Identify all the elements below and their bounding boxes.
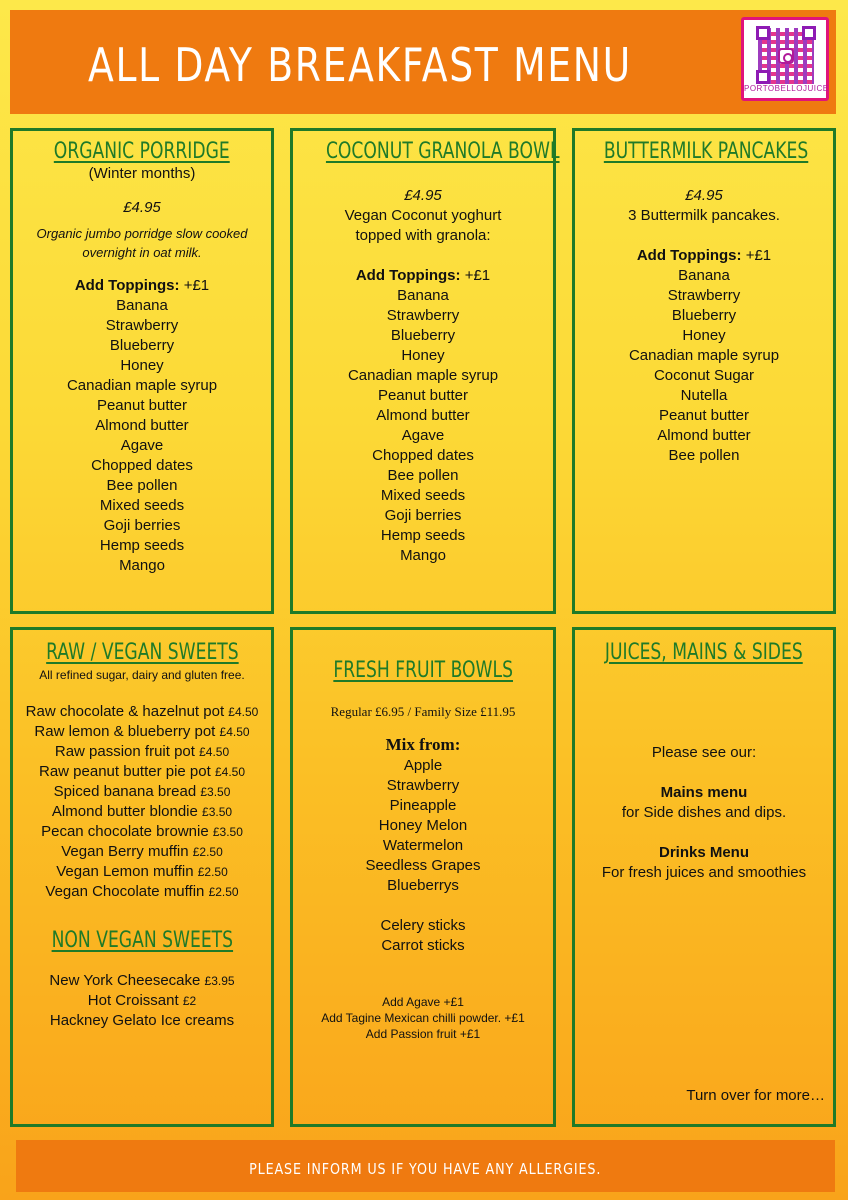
granola-toppings-heading: [293, 266, 553, 286]
turn-over-note: Turn over for more…: [686, 1087, 825, 1104]
qr-label: PORTOBELLOJUICE: [744, 84, 829, 93]
porridge-toppings-price: +£1: [179, 277, 210, 294]
list-item: Add Agave +£1: [382, 995, 464, 1009]
list-item: Vegan Chocolate muffin £2.50: [45, 883, 239, 900]
list-item: Spiced banana bread £3.50: [53, 783, 231, 800]
granola-toppings-list: [293, 286, 553, 566]
list-item: Almond butter: [376, 407, 470, 424]
header-banner: [10, 10, 836, 114]
list-item: Banana: [116, 297, 168, 314]
porridge-toppings-label: Add Toppings:: [74, 277, 180, 294]
drinks-menu-label: Drinks Menu: [658, 844, 749, 861]
porridge-section: [10, 128, 274, 614]
list-item: Celery sticks: [380, 917, 466, 934]
sticks-list: [293, 916, 553, 956]
porridge-price: £4.95: [123, 199, 161, 216]
list-item: Agave: [401, 427, 445, 444]
granola-toppings-price: +£1: [460, 267, 491, 284]
granola-toppings-label: Add Toppings:: [355, 267, 461, 284]
juices-intro: Please see our:: [651, 744, 757, 761]
list-item: Honey: [682, 327, 726, 344]
pancakes-toppings-heading: [575, 246, 833, 266]
pancakes-toppings-list: [575, 266, 833, 466]
pancakes-section: [572, 128, 836, 614]
list-item: Nutella: [680, 387, 728, 404]
list-item: Carrot sticks: [381, 937, 465, 954]
porridge-description: Organic jumbo porridge slow cooked overnight in oat milk.: [36, 226, 248, 260]
list-item: Add Tagine Mexican chilli powder. +£1: [321, 1011, 525, 1025]
list-item: Chopped dates: [91, 457, 193, 474]
list-item: Add Passion fruit +£1: [365, 1027, 481, 1041]
list-item: Canadian maple syrup: [66, 377, 218, 394]
list-item: Coconut Sugar: [653, 367, 755, 384]
porridge-title: ORGANIC PORRIDGE: [54, 139, 230, 164]
list-item: Seedless Grapes: [365, 857, 481, 874]
non-vegan-title: NON VEGAN SWEETS: [51, 928, 233, 953]
footer-banner: [16, 1140, 835, 1192]
list-item: Bee pollen: [668, 447, 740, 464]
list-item: Strawberry: [386, 777, 460, 794]
porridge-toppings-heading: [13, 276, 271, 296]
list-item: Vegan Berry muffin £2.50: [61, 843, 223, 860]
mains-menu-label: Mains menu: [660, 784, 748, 801]
sweets-section: [10, 627, 274, 1127]
list-item: Blueberry: [671, 307, 737, 324]
list-item: Hot Croissant £2: [87, 992, 197, 1009]
qr-corner-bottom-left: [756, 70, 770, 84]
list-item: Peanut butter: [377, 387, 469, 404]
fruit-section: [290, 627, 556, 1127]
fruit-list: [293, 756, 553, 896]
list-item: Strawberry: [386, 307, 460, 324]
list-item: Apple: [403, 757, 443, 774]
juices-title: JUICES, MAINS & SIDES: [605, 640, 803, 665]
list-item: Strawberry: [667, 287, 741, 304]
list-item: Raw peanut butter pie pot £4.50: [39, 763, 245, 780]
granola-title: COCONUT GRANOLA BOWL: [325, 139, 560, 164]
list-item: Pineapple: [389, 797, 457, 814]
list-item: Goji berries: [384, 507, 462, 524]
list-item: Vegan Lemon muffin £2.50: [56, 863, 228, 880]
list-item: Mango: [400, 547, 446, 564]
list-item: Watermelon: [382, 837, 464, 854]
list-item: Almond butter: [95, 417, 189, 434]
addons-list: [293, 994, 553, 1042]
list-item: Bee pollen: [106, 477, 178, 494]
list-item: Strawberry: [105, 317, 179, 334]
mains-menu-desc: for Side dishes and dips.: [621, 804, 787, 821]
sweets-title: RAW / VEGAN SWEETS: [45, 640, 239, 665]
pancakes-title: BUTTERMILK PANCAKES: [603, 139, 809, 164]
list-item: Almond butter: [657, 427, 751, 444]
pancakes-toppings-label: Add Toppings:: [636, 247, 742, 264]
list-item: Honey: [120, 357, 164, 374]
list-item: Pecan chocolate brownie £3.50: [41, 823, 243, 840]
fruit-prices: Regular £6.95 / Family Size £11.95: [330, 704, 516, 719]
granola-price: £4.95: [404, 187, 442, 204]
sweets-subtitle: All refined sugar, dairy and gluten free.: [39, 668, 245, 682]
pancakes-description: 3 Buttermilk pancakes.: [628, 207, 780, 224]
list-item: Blueberry: [390, 327, 456, 344]
fruit-mix-label: Mix from:: [385, 735, 461, 754]
list-item: Raw passion fruit pot £4.50: [54, 743, 230, 760]
fruit-title: FRESH FRUIT BOWLS: [333, 658, 513, 683]
pancakes-price: £4.95: [685, 187, 723, 204]
list-item: Blueberrys: [387, 877, 459, 894]
list-item: Banana: [678, 267, 730, 284]
list-item: Canadian maple syrup: [347, 367, 499, 384]
list-item: Honey: [401, 347, 445, 364]
porridge-subtitle: (Winter months): [88, 165, 196, 182]
granola-section: [290, 128, 560, 614]
list-item: Honey Melon: [378, 817, 468, 834]
list-item: Raw lemon & blueberry pot £4.50: [34, 723, 250, 740]
list-item: Canadian maple syrup: [628, 347, 780, 364]
list-item: Peanut butter: [96, 397, 188, 414]
list-item: Hemp seeds: [99, 537, 185, 554]
list-item: Agave: [120, 437, 164, 454]
list-item: Peanut butter: [658, 407, 750, 424]
allergy-notice: PLEASE INFORM US IF YOU HAVE ANY ALLERGIES.: [249, 1160, 602, 1178]
list-item: Blueberry: [109, 337, 175, 354]
list-item: Mixed seeds: [380, 487, 466, 504]
list-item: Hemp seeds: [380, 527, 466, 544]
list-item: Goji berries: [103, 517, 181, 534]
list-item: Mango: [119, 557, 165, 574]
qr-corner-top-left: [756, 26, 770, 40]
list-item: Mixed seeds: [99, 497, 185, 514]
porridge-toppings-list: [13, 296, 271, 576]
list-item: Raw chocolate & hazelnut pot £4.50: [25, 703, 259, 720]
pancakes-toppings-price: +£1: [741, 247, 772, 264]
drinks-menu-desc: For fresh juices and smoothies: [601, 864, 807, 881]
qr-corner-top-right: [802, 26, 816, 40]
list-item: Banana: [397, 287, 449, 304]
sweets-list: [13, 702, 271, 902]
list-item: Hackney Gelato Ice creams: [49, 1012, 235, 1029]
list-item: Chopped dates: [372, 447, 474, 464]
granola-description: Vegan Coconut yoghurt topped with granola:: [344, 207, 502, 244]
list-item: New York Cheesecake £3.95: [49, 972, 235, 989]
page-title: ALL DAY BREAKFAST MENU: [88, 38, 632, 92]
instagram-icon: [778, 48, 794, 64]
juices-section: [572, 627, 836, 1127]
non-vegan-list: [13, 971, 271, 1031]
qr-code[interactable]: [741, 17, 829, 101]
list-item: Bee pollen: [387, 467, 459, 484]
list-item: Almond butter blondie £3.50: [51, 803, 233, 820]
